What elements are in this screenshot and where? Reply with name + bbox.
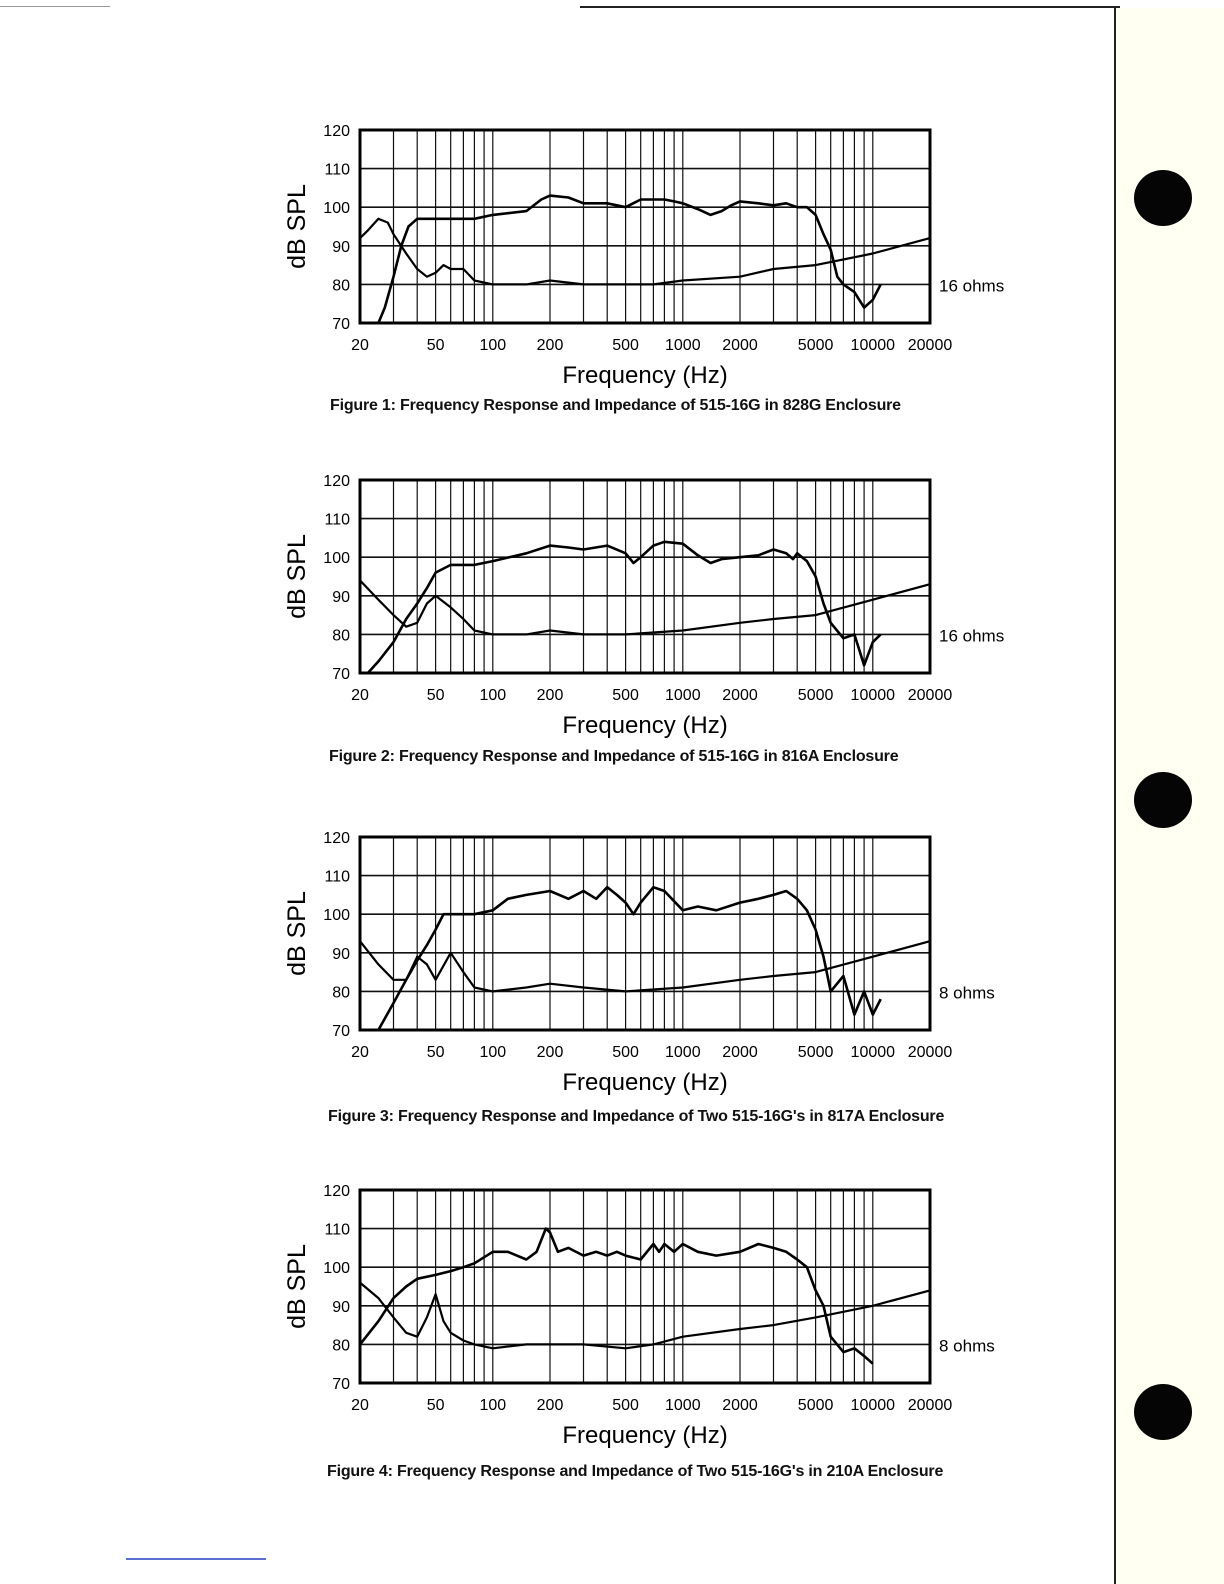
x-tick-label: 50 [426,1397,445,1414]
y-tick-label: 120 [323,123,350,140]
x-tick-label: 50 [426,1044,445,1061]
x-tick-label: 10000 [850,337,896,354]
impedance-line [360,1283,930,1349]
y-tick-label: 90 [332,945,350,963]
figure-4-chart [270,1170,1030,1510]
x-tick-label: 10000 [850,1397,896,1414]
x-tick-label: 20 [351,687,369,704]
figure-2-caption: Figure 2: Frequency Response and Impedance of 515-16G in 816A Enclosure [329,748,899,765]
punch-hole-middle [1134,772,1192,828]
x-tick-label: 50 [426,687,445,704]
y-tick-label: 110 [324,1221,350,1239]
x-axis-title: Frequency (Hz) [562,1069,728,1096]
top-rule-left [0,6,110,7]
y-tick-label: 110 [324,161,350,179]
plot-frame [360,837,930,1030]
x-tick-label: 2000 [722,1044,758,1061]
plot-frame [360,480,930,673]
grid [360,837,930,1030]
impedance-label: 8 ohms [939,1336,995,1356]
plot-frame [360,1190,930,1383]
y-tick-label: 100 [323,550,350,568]
grid [360,130,930,323]
punch-hole-bottom [1134,1384,1192,1440]
x-tick-label: 50 [426,337,445,354]
x-tick-label: 20000 [907,1397,953,1414]
impedance-label: 8 ohms [939,983,995,1003]
y-tick-label: 70 [332,1023,350,1040]
chart-svg [270,817,1030,1157]
y-tick-label: 80 [332,984,350,1002]
y-tick-label: 100 [323,907,350,925]
y-tick-label: 80 [332,627,350,645]
y-tick-label: 110 [324,511,350,529]
x-tick-label: 1000 [665,687,701,704]
x-tick-label: 1000 [665,337,701,354]
y-axis-title: dB SPL [283,534,311,619]
y-axis-title: dB SPL [283,891,311,976]
x-tick-label: 500 [612,1044,639,1061]
impedance-line [360,580,930,634]
page-fold-line [1114,8,1116,1584]
x-tick-label: 500 [612,687,639,704]
y-tick-label: 70 [332,316,350,333]
impedance-label: 16 ohms [939,276,1005,296]
plot-frame [360,130,930,323]
figure-1-caption: Figure 1: Frequency Response and Impedance of 515-16G in 828G Enclosure [330,397,901,414]
y-axis-title: dB SPL [283,184,311,269]
top-rule [580,6,1120,8]
x-tick-label: 20000 [907,1044,953,1061]
y-tick-label: 100 [323,200,350,218]
figure-3-caption: Figure 3: Frequency Response and Impedance of Two 515-16G's in 817A Enclosure [328,1108,945,1125]
x-tick-label: 5000 [797,1044,834,1061]
x-tick-label: 500 [612,1397,639,1414]
x-tick-label: 200 [536,687,564,704]
y-tick-label: 70 [332,666,350,683]
x-tick-label: 200 [536,1397,564,1414]
x-axis-title: Frequency (Hz) [562,362,728,389]
x-tick-label: 10000 [850,687,896,704]
y-tick-label: 70 [332,1376,350,1393]
x-tick-label: 200 [536,337,564,354]
y-tick-label: 80 [332,277,350,295]
x-tick-label: 20 [351,1044,369,1061]
x-tick-label: 5000 [797,1397,834,1414]
x-tick-label: 100 [479,1397,507,1414]
y-tick-label: 80 [332,1337,350,1355]
x-tick-label: 2000 [722,687,758,704]
x-tick-label: 100 [479,337,507,354]
chart-svg [270,1170,1030,1510]
x-axis-title: Frequency (Hz) [562,712,728,739]
x-tick-label: 2000 [722,337,758,354]
x-tick-label: 100 [479,687,507,704]
impedance-label: 16 ohms [939,626,1005,646]
x-tick-label: 1000 [665,1397,701,1414]
x-tick-label: 5000 [797,337,834,354]
figure-3-chart [270,817,1030,1157]
y-tick-label: 120 [323,830,350,847]
y-tick-label: 90 [332,238,350,256]
x-tick-label: 200 [536,1044,564,1061]
y-axis-title: dB SPL [283,1244,311,1329]
y-tick-label: 110 [324,868,350,886]
x-tick-label: 5000 [797,687,834,704]
y-tick-label: 90 [332,588,350,606]
x-tick-label: 20 [351,337,369,354]
y-tick-label: 120 [323,1183,350,1200]
grid [360,480,930,673]
y-tick-label: 120 [323,473,350,490]
x-tick-label: 2000 [722,1397,758,1414]
bottom-link-underline [126,1558,266,1560]
x-axis-title: Frequency (Hz) [562,1422,728,1449]
x-tick-label: 10000 [850,1044,896,1061]
x-tick-label: 20000 [907,687,953,704]
frequency-response-line [378,196,880,323]
punch-hole-top [1134,170,1192,226]
x-tick-label: 20 [351,1397,369,1414]
x-tick-label: 500 [612,337,639,354]
y-tick-label: 90 [332,1298,350,1316]
x-tick-label: 1000 [665,1044,701,1061]
impedance-line [360,219,930,285]
y-tick-label: 100 [323,1260,350,1278]
grid [360,1190,930,1383]
figure-4-caption: Figure 4: Frequency Response and Impedance of Two 515-16G's in 210A Enclosure [327,1463,944,1480]
x-tick-label: 100 [479,1044,507,1061]
frequency-response-line [368,542,881,673]
x-tick-label: 20000 [907,337,953,354]
